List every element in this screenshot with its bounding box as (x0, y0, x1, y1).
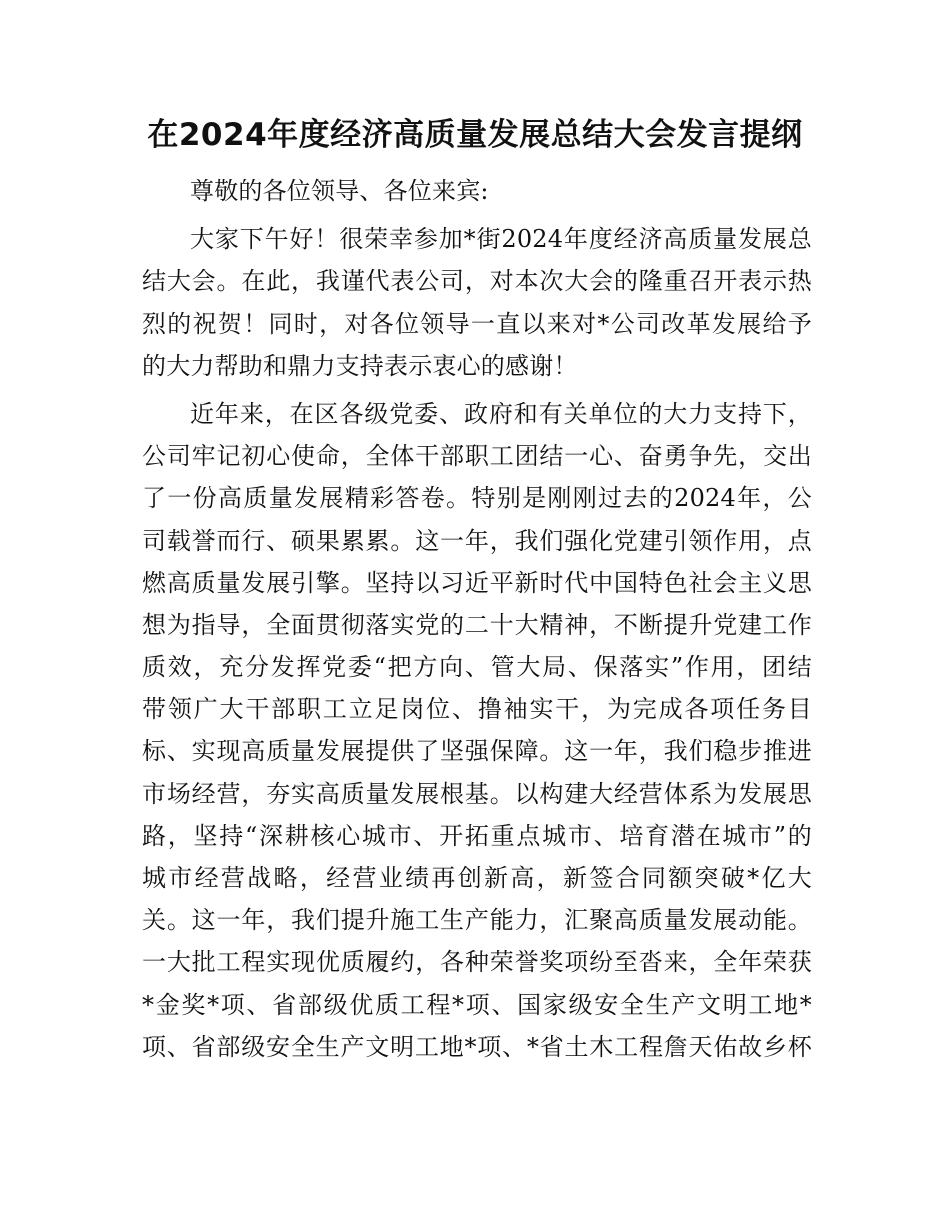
document-title: 在2024年度经济高质量发展总结大会发言提纲 (147, 117, 803, 153)
text-line: 路，坚持“深耕核心城市、开拓重点城市、培育潜在城市”的 (142, 821, 812, 850)
text-line: 带领广大干部职工立足岗位、撸袖实干，为完成各项任务目 (142, 695, 812, 724)
text-line: 质效，充分发挥党委“把方向、管大局、保落实”作用，团结 (142, 653, 812, 682)
paragraph-greeting (142, 218, 812, 387)
text-line: 的大力帮助和鼎力支持表示衷心的感谢！ (142, 351, 578, 380)
text-line: 公司牢记初心使命，全体干部职工团结一心、奋勇争先，交出 (142, 442, 812, 471)
text-line: 项、省部级安全生产文明工地*项、*省土木工程詹天佑故乡杯 (142, 1032, 812, 1061)
text-line: 关。这一年，我们提升施工生产能力，汇聚高质量发展动能。 (142, 906, 812, 935)
text-line: 市场经营，夯实高质量发展根基。以构建大经营体系为发展思 (142, 779, 812, 808)
salutation: 尊敬的各位领导、各位来宾: (190, 177, 489, 205)
text-line: 了一份高质量发展精彩答卷。特别是刚刚过去的2024年，公 (142, 484, 812, 513)
text-line: 司载誉而行、硕果累累。这一年，我们强化党建引领作用，点 (142, 526, 812, 555)
text-line: 想为指导，全面贯彻落实党的二十大精神，不断提升党建工作 (142, 610, 812, 639)
document-body (142, 170, 812, 1068)
text-line: 结大会。在此，我谨代表公司，对本次大会的隆重召开表示热 (142, 267, 812, 296)
text-line: 烈的祝贺！同时，对各位领导一直以来对*公司改革发展给予 (142, 309, 812, 338)
text-line: 标、实现高质量发展提供了坚强保障。这一年，我们稳步推进 (142, 737, 812, 766)
text-line: 城市经营战略，经营业绩再创新高，新签合同额突破*亿大 (142, 864, 812, 892)
text-line: 一大批工程实现优质履约，各种荣誉奖项纷至沓来，全年荣获 (142, 948, 812, 977)
text-line: 大家下午好！很荣幸参加*街2024年度经济高质量发展总 (190, 225, 812, 254)
text-line: 燃高质量发展引擎。坚持以习近平新时代中国特色社会主义思 (142, 568, 812, 597)
paragraph-review (142, 393, 812, 1068)
text-line: 近年来，在区各级党委、政府和有关单位的大力支持下， (190, 399, 812, 428)
text-line: *金奖*项、省部级优质工程*项、国家级安全生产文明工地* (142, 990, 812, 1019)
